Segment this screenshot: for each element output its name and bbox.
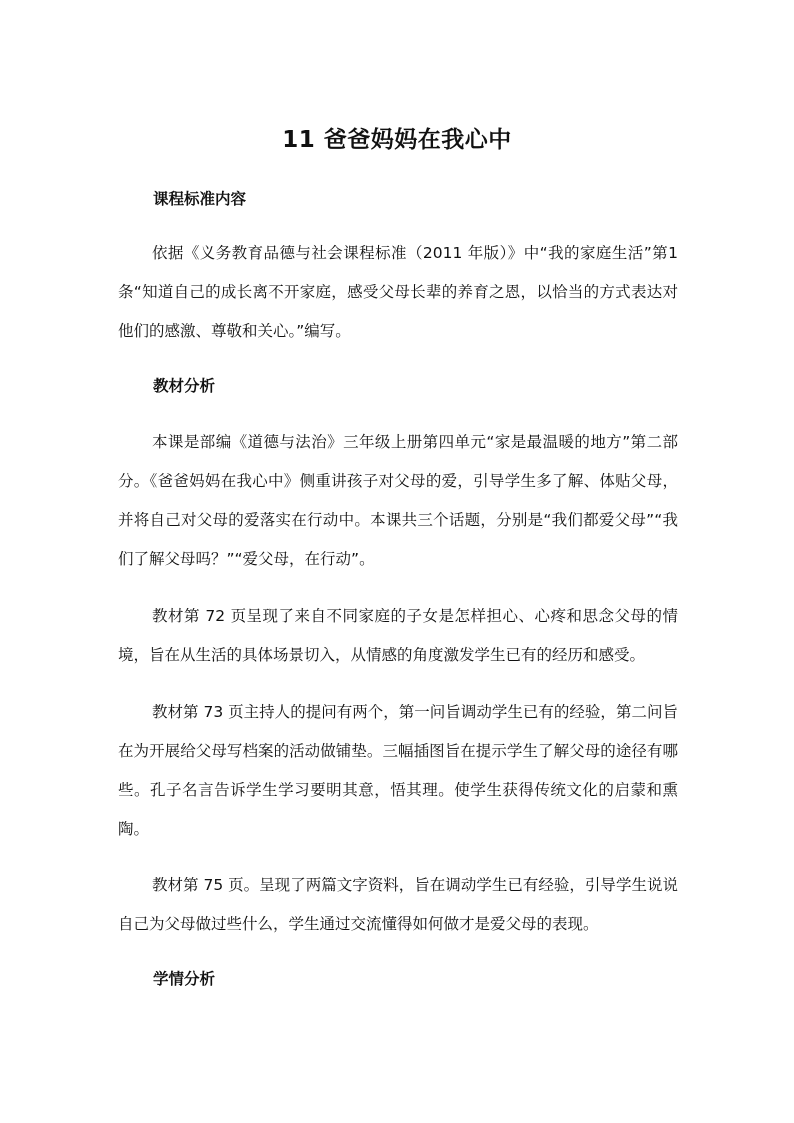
page-title: 11 爸爸妈妈在我心中 [282,127,512,153]
paragraph-curriculum-standard: 依据《义务教育品德与社会课程标准（2011 年版）》中“我的家庭生活”第1条“知道自己的成长离不开家庭，感受父母长辈的养育之恩，以恰当的方式表达对他们的感激、尊敬和关心。”编写。 [118,244,678,340]
section-heading-curriculum-standard: 课程标准内容 [153,190,247,208]
paragraph-textbook-analysis-1: 本课是部编《道德与法治》三年级上册第四单元“家是最温暖的地方”第二部分。《爸爸妈妈在我心中》侧重讲孩子对父母的爱，引导学生多了解、体贴父母，并将自己对父母的爱落实在行动中。本课共三个话题，分别是“我们都爱父母”“我们了解父母吗？”“爱父母，在行动”。 [118,433,678,568]
section-heading-learner-analysis: 学情分析 [153,970,216,988]
section-heading-textbook-analysis: 教材分析 [153,377,216,395]
paragraph-textbook-analysis-4: 教材第 75 页。呈现了两篇文字资料，旨在调动学生已有经验，引导学生说说自己为父母做过些什么，学生通过交流懂得如何做才是爱父母的表现。 [118,876,678,933]
paragraph-textbook-analysis-3: 教材第 73 页主持人的提问有两个，第一问旨调动学生已有的经验，第二问旨在为开展给父母写档案的活动做铺垫。三幅插图旨在提示学生了解父母的途径有哪些。孔子名言告诉学生学习要明其意，悟其理。使学生获得传统文化的启蒙和熏陶。 [118,703,678,838]
paragraph-textbook-analysis-2: 教材第 72 页呈现了来自不同家庭的子女是怎样担心、心疼和思念父母的情境，旨在从生活的具体场景切入，从情感的角度激发学生已有的经历和感受。 [118,607,678,664]
